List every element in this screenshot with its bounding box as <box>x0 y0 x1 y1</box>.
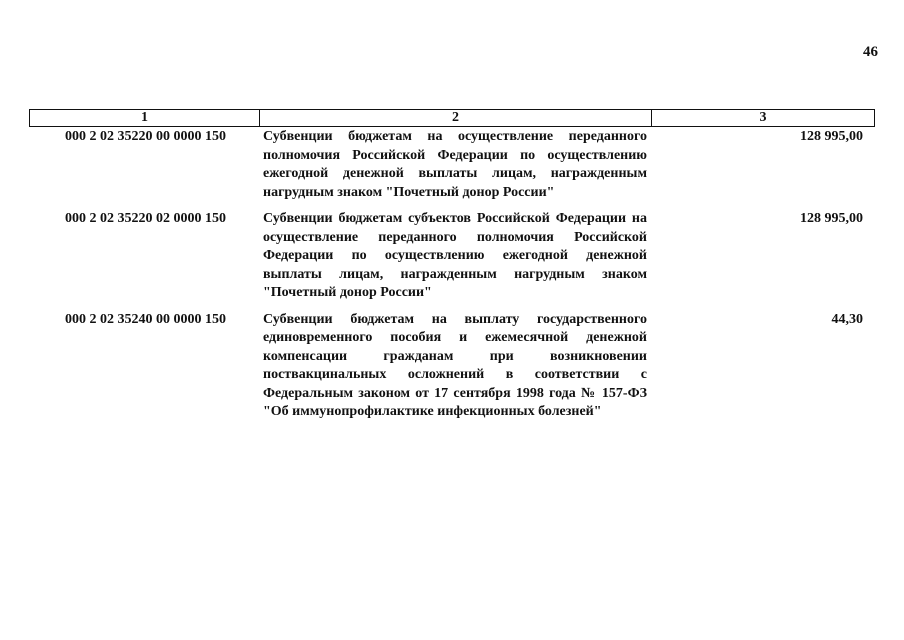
row-description: Субвенции бюджетам на осуществление переданного полномочия Российской Федерации по осуществлению ежегодной денежной выплаты лицам, награжденным нагрудным знаком "Почетный донор России" <box>263 129 647 200</box>
table-header <box>29 109 875 127</box>
budget-code: 000 2 02 35220 02 0000 150 <box>65 211 226 226</box>
row-amount: 44,30 <box>831 311 863 327</box>
table-row <box>29 210 875 303</box>
column-header-1: 1 <box>30 110 260 126</box>
budget-code: 000 2 02 35240 00 0000 150 <box>65 311 226 327</box>
budget-code: 000 2 02 35220 00 0000 150 <box>65 129 226 144</box>
row-amount: 128 995,00 <box>800 211 863 226</box>
row-description: Субвенции бюджетам на выплату государственного единовременного пособия и ежемесячной денежной компенсации гражданам при возникновении поствакцинальных осложнений в соответствии с Федеральным законом от 17 сентября 1998 года № 157-ФЗ "Об иммунопрофилактике инфекционных болезней" <box>263 311 647 419</box>
column-header-3: 3 <box>759 110 767 125</box>
row-description: Субвенции бюджетам субъектов Российской Федерации на осуществление переданного полномочия Российской Федерации по осуществлению ежегодной денежной выплаты лицам, награжденным нагрудным знаком "Почетный донор России" <box>263 211 647 300</box>
table-row <box>29 128 875 202</box>
column-header-2: 2 <box>260 110 652 126</box>
row-amount: 128 995,00 <box>800 129 863 144</box>
table-row <box>29 311 875 422</box>
page-number: 46 <box>863 44 878 60</box>
table-body <box>29 128 875 430</box>
